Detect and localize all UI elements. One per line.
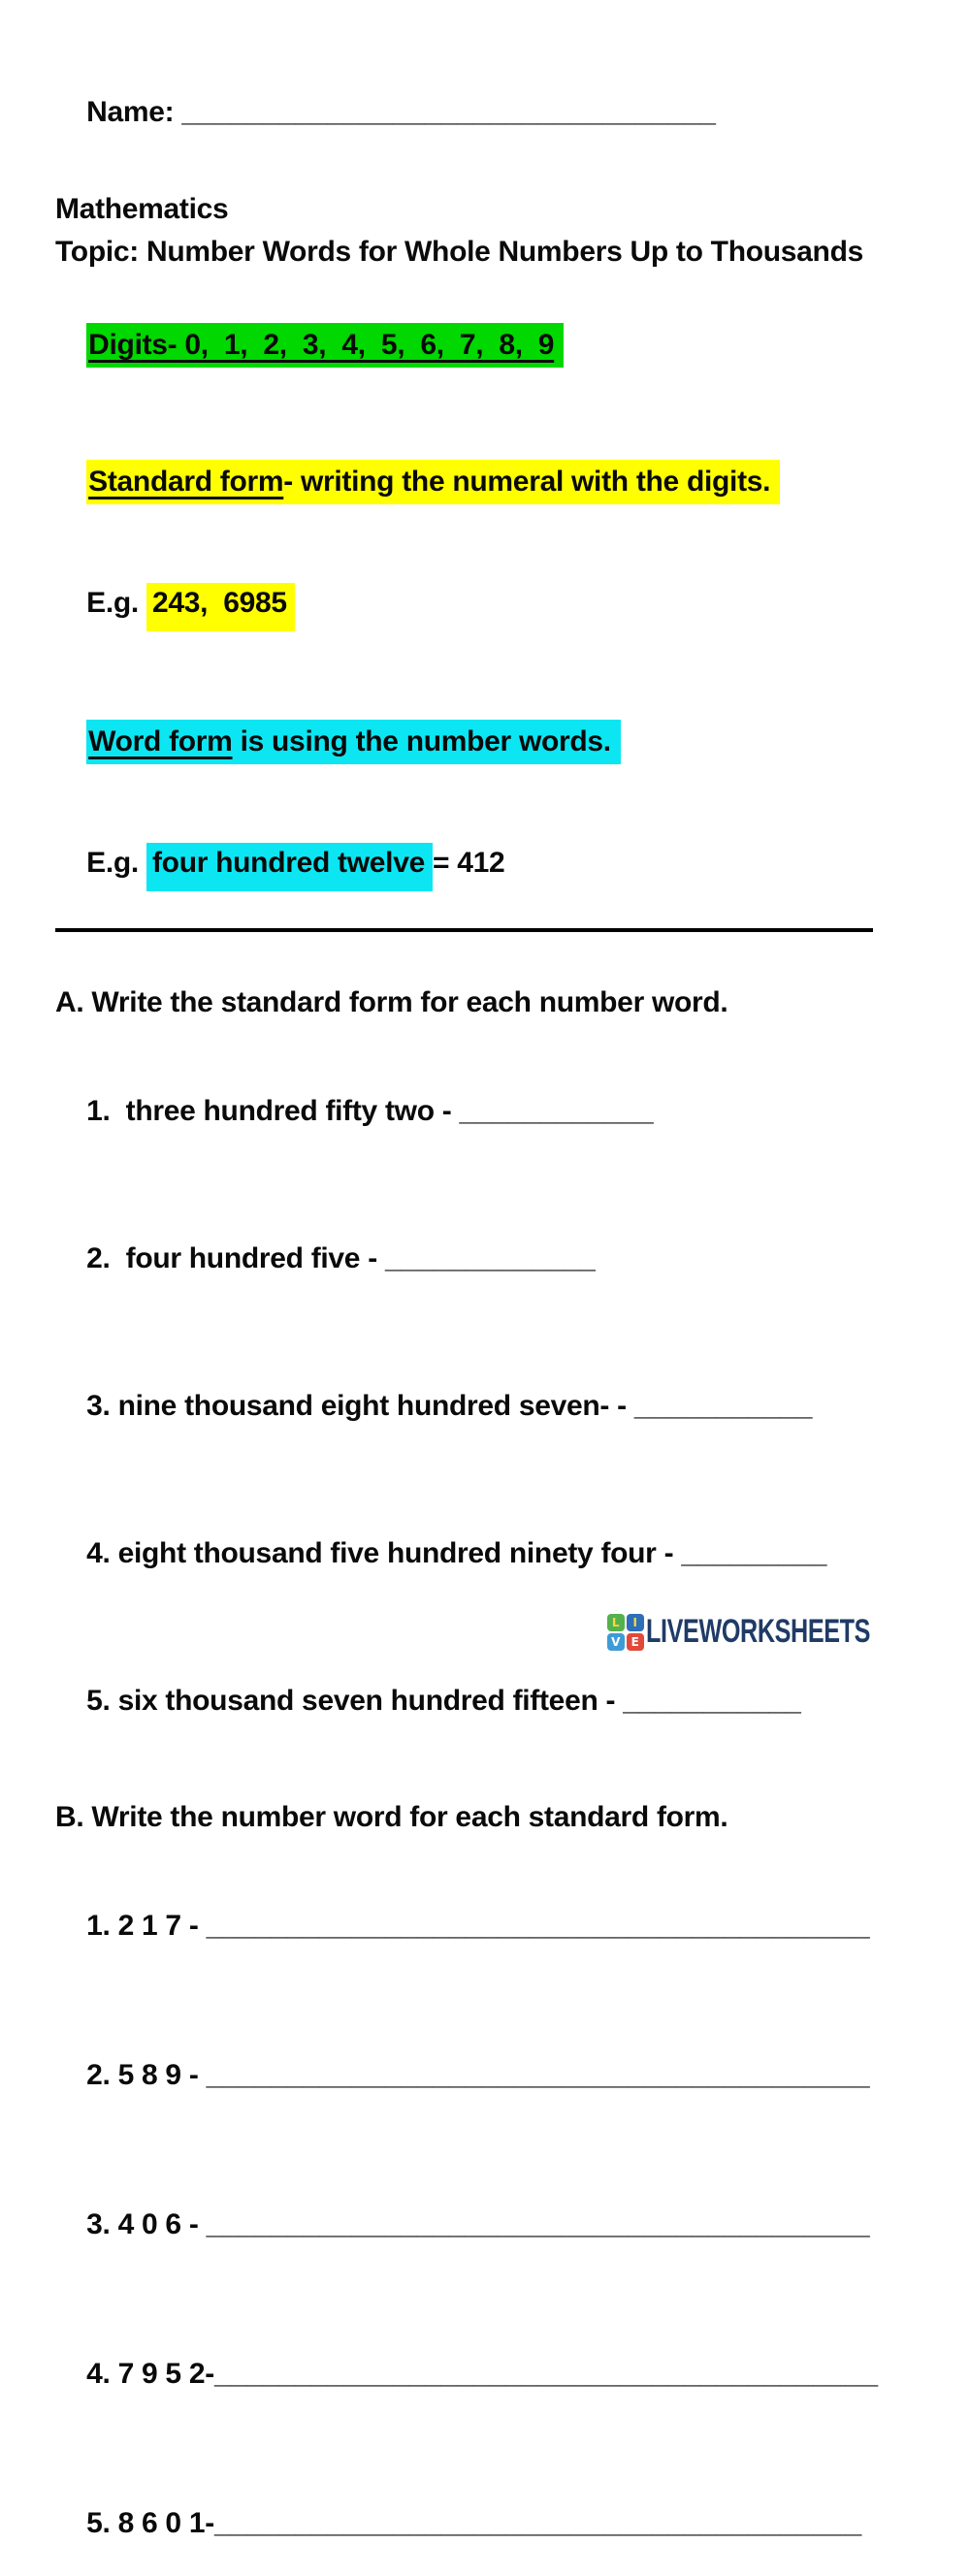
name-row — [55, 60, 926, 165]
standard-form-example — [55, 551, 926, 656]
word-form-highlight — [86, 720, 621, 764]
subject-title: Mathematics — [55, 193, 229, 225]
section-divider — [55, 928, 873, 932]
standard-form-highlight — [86, 460, 780, 504]
answer-blank[interactable]: _________________________________________ — [206, 2208, 870, 2240]
item-text: 5. six thousand seven hundred fifteen - — [86, 1685, 624, 1717]
liveworksheets-logo[interactable] — [607, 1613, 949, 1651]
worksheet-item-b5 — [55, 2471, 926, 2576]
answer-blank[interactable]: _________________________________________ — [206, 2059, 870, 2091]
word-form-rest: is using the number words. — [232, 725, 611, 757]
item-text: 1. three hundred fifty two - — [86, 1095, 460, 1127]
name-answer-blank[interactable]: _________________________________ — [181, 96, 716, 128]
logo-cell-i: I — [627, 1614, 644, 1631]
answer-blank[interactable]: _____________ — [384, 1242, 596, 1274]
liveworksheets-icon — [607, 1614, 644, 1651]
answer-blank[interactable]: ____________ — [459, 1095, 654, 1127]
name-label: Name: — [86, 96, 182, 128]
word-eg-suffix: = 412 — [432, 847, 505, 879]
worksheet-item-a2 — [55, 1207, 926, 1311]
worksheet-item-a1 — [55, 1059, 926, 1164]
word-form-example — [55, 811, 926, 916]
word-eg-highlight: four hundred twelve — [146, 843, 433, 891]
worksheet-item-b4 — [55, 2322, 926, 2427]
word-form-term: Word form — [88, 725, 233, 757]
worksheet-item-a3 — [55, 1354, 926, 1459]
answer-blank[interactable]: ___________ — [623, 1685, 801, 1717]
section-b-heading: B. Write the number word for each standard form. — [55, 1801, 728, 1833]
item-text: 4. 7 9 5 2- — [86, 2358, 214, 2390]
answer-blank[interactable]: _________________________________________ — [213, 2358, 879, 2390]
item-text: 2. 5 8 9 - — [86, 2059, 207, 2091]
worksheet-item-b3 — [55, 2173, 926, 2277]
digits-text: Digits- 0, 1, 2, 3, 4, 5, 6, 7, 8, 9 — [88, 329, 555, 361]
item-text: 3. 4 0 6 - — [86, 2208, 207, 2240]
answer-blank[interactable]: ___________ — [633, 1390, 813, 1422]
definition-standard-form — [55, 425, 926, 539]
topic-title: Topic: Number Words for Whole Numbers Up to Thousands — [55, 236, 863, 268]
worksheet-item-b1 — [55, 1874, 926, 1979]
worksheet-item-b2 — [55, 2023, 926, 2128]
worksheet-item-a5 — [55, 1649, 926, 1754]
logo-cell-e: E — [627, 1633, 644, 1651]
logo-cell-v: V — [607, 1633, 625, 1651]
item-text: 1. 2 1 7 - — [86, 1910, 207, 1942]
logo-cell-l: L — [607, 1614, 625, 1631]
definition-word-form — [55, 685, 926, 799]
answer-blank[interactable]: _________________________________________ — [206, 1910, 870, 1942]
standard-form-term: Standard form — [88, 466, 284, 498]
liveworksheets-wordmark: LIVEWORKSHEETS — [645, 1613, 870, 1650]
digits-highlight — [86, 323, 564, 368]
standard-eg-value: 243, 6985 — [146, 583, 295, 631]
worksheet-page — [0, 60, 970, 2539]
item-text: 5. 8 6 0 1- — [86, 2507, 214, 2539]
answer-blank[interactable]: ________________________________________ — [213, 2507, 862, 2539]
section-a-heading: A. Write the standard form for each number word. — [55, 986, 728, 1018]
standard-form-rest: - writing the numeral with the digits. — [283, 466, 771, 498]
word-eg-prefix: E.g. — [86, 847, 146, 879]
standard-eg-prefix: E.g. — [86, 587, 146, 619]
item-text: 4. eight thousand five hundred ninety four - — [86, 1537, 682, 1569]
item-text: 2. four hundred five - — [86, 1242, 385, 1274]
answer-blank[interactable]: _________ — [681, 1537, 827, 1569]
definition-digits — [55, 288, 926, 402]
worksheet-item-a4 — [55, 1501, 926, 1606]
item-text: 3. nine thousand eight hundred seven- - — [86, 1390, 634, 1422]
